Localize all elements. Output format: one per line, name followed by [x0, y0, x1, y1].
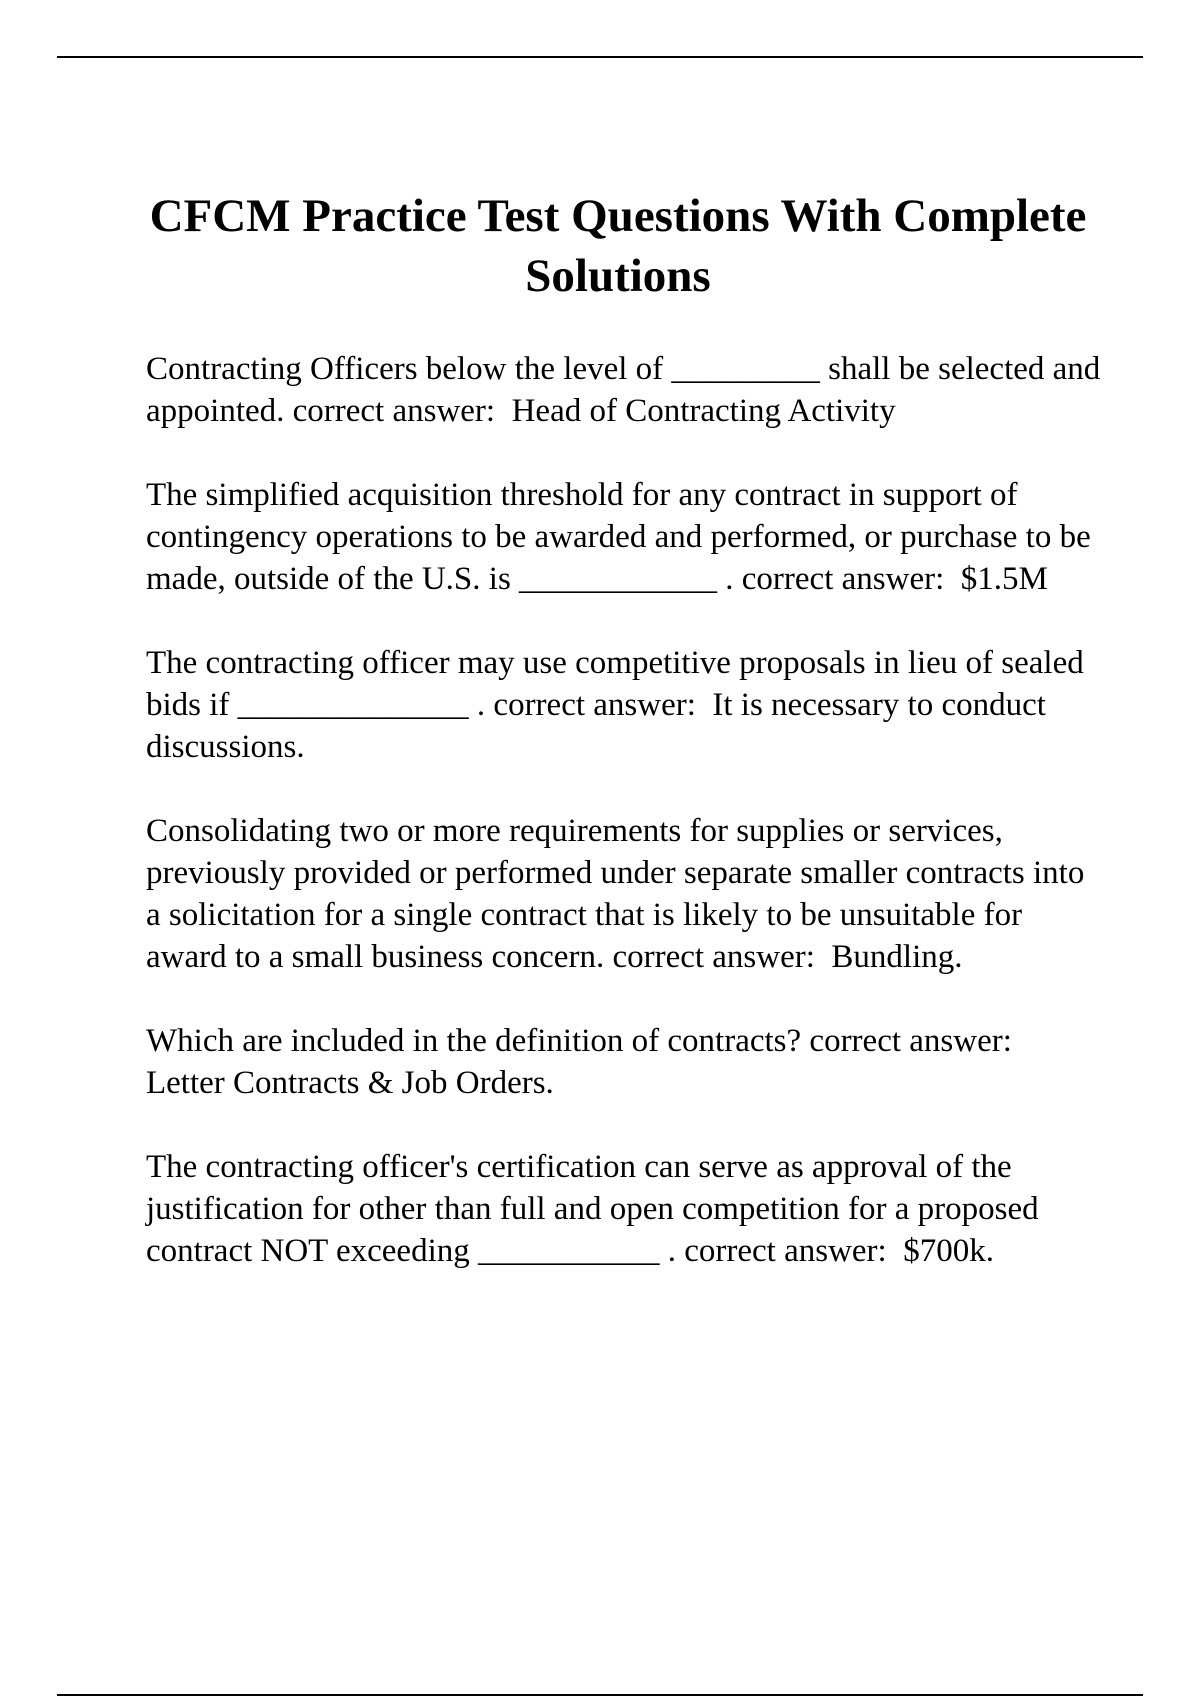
qa-item: Consolidating two or more requirements for supplies or services, previously provided or performed under separate smaller contracts into a solicitation for a single contract that is likely to be unsuitable for award to a small business concern. correct answer: Bundling.: [146, 813, 1093, 975]
qa-item: Which are included in the definition of contracts? correct answer: Letter Contracts & Job Orders.: [146, 1023, 1029, 1101]
qa-item: The contracting officer may use competitive proposals in lieu of sealed bids if ______________ . correct answer: It is necessary to conduct discussions.: [146, 645, 1092, 765]
bottom-rule: [57, 1694, 1143, 1696]
qa-item: The contracting officer's certification can serve as approval of the justification for other than full and open competition for a proposed contract NOT exceeding ___________ . correct answer: $700k.: [146, 1149, 1047, 1269]
qa-item: The simplified acquisition threshold for any contract in support of contingency operations to be awarded and performed, or purchase to be made, outside of the U.S. is ____________ . correct answer: $1.5M: [146, 477, 1099, 597]
document-title: CFCM Practice Test Questions With Complete Solutions: [149, 190, 1087, 302]
qa-list: [146, 348, 1109, 1314]
top-rule: [57, 56, 1143, 58]
qa-item: Contracting Officers below the level of _________ shall be selected and appointed. correct answer: Head of Contracting Activity: [146, 351, 1109, 429]
